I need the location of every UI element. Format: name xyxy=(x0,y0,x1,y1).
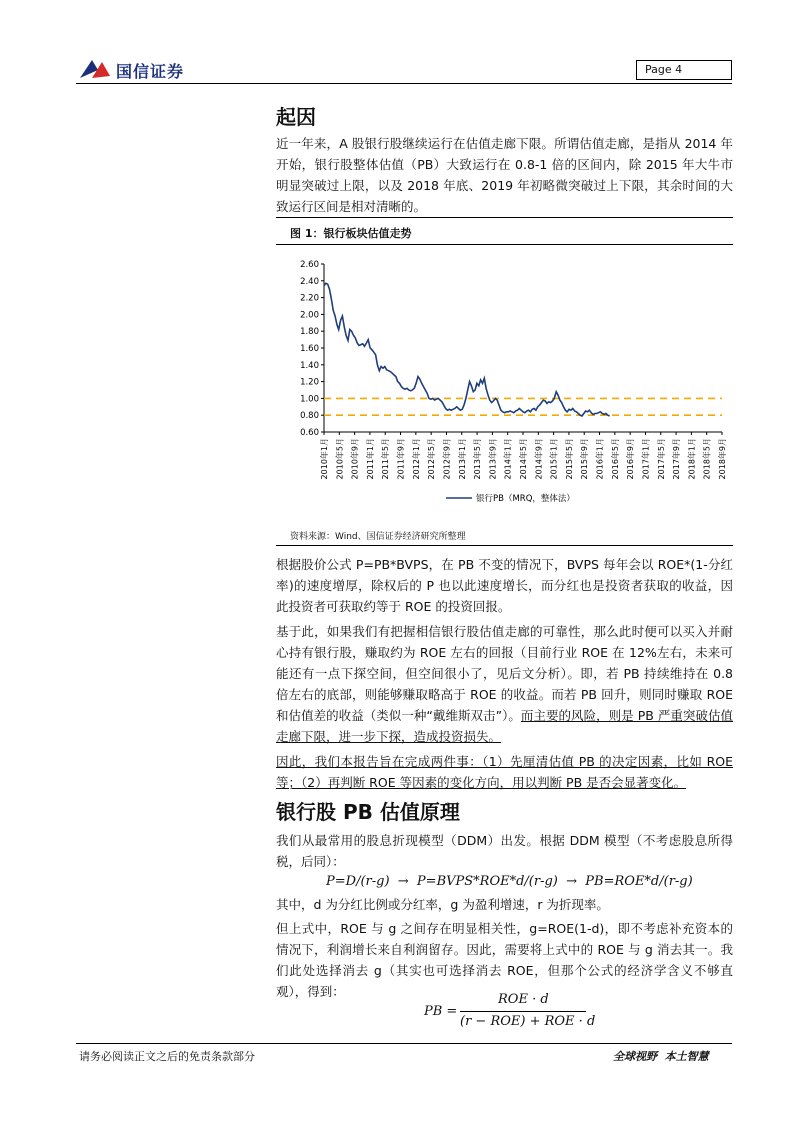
x-tick-label: 2014年1月 xyxy=(503,438,513,480)
x-tick-label: 2013年9月 xyxy=(488,438,498,480)
variable-definition: 其中，d 为分红比例或分红率，g 为盈利增速，r 为折现率。 xyxy=(276,897,609,912)
page-number-box xyxy=(636,60,732,80)
x-tick-label: 2012年9月 xyxy=(442,438,452,480)
y-tick-label: 1.00 xyxy=(300,394,319,405)
y-tick-label: 1.20 xyxy=(300,377,319,388)
x-tick-label: 2011年9月 xyxy=(396,438,406,480)
intro-paragraph: 近一年来，A 股银行股继续运行在估值走廊下限。所谓估值走廊，是指从 2014 年开始，银行股整体估值（PB）大致运行在 0.8-1 倍的区间内，除 2015 年大牛市明显突破过上限，以及 2018 年底、2019 年初略微突破过上下限，其余时间的大致运行区间是相对清晰的。 xyxy=(276,136,733,214)
x-tick-label: 2017年5月 xyxy=(656,438,666,480)
x-tick-label: 2015年9月 xyxy=(580,438,590,480)
y-tick-label: 2.20 xyxy=(300,293,319,304)
figure-source: 资料来源：Wind、国信证券经济研究所整理 xyxy=(290,532,466,542)
section-title-origin: 起因 xyxy=(276,105,316,129)
x-tick-label: 2016年1月 xyxy=(595,438,605,480)
pb-formula-lhs: PB = xyxy=(424,1004,458,1019)
roe-g-paragraph: 但上式中，ROE 与 g 之间存在明显相关性，g=ROE(1-d)，即不考虑补充资本的情况下，利润增长来自利润留存。因此，需要将上式中的 ROE 与 g 消去其一。我们此处选择消去 g（其实也可选择消去 ROE，但那个公式的经济学含义不够直观），得到： xyxy=(276,921,733,999)
pb-chart xyxy=(276,248,733,513)
body-paragraphs xyxy=(276,554,733,793)
x-tick-label: 2012年5月 xyxy=(427,438,437,480)
ddm-formula: P=D/(r-g) → P=BVPS*ROE*d/(r-g) → PB=ROE*d/(r-g) xyxy=(326,874,693,889)
x-tick-label: 2015年5月 xyxy=(564,438,574,480)
y-tick-label: 2.00 xyxy=(300,310,319,321)
y-tick-label: 2.60 xyxy=(300,260,319,270)
y-tick-label: 0.60 xyxy=(300,428,319,438)
x-tick-label: 2014年5月 xyxy=(519,438,528,480)
x-tick-label: 2016年9月 xyxy=(626,438,636,480)
y-tick-label: 0.80 xyxy=(300,411,319,422)
ddm-intro: 我们从最常用的股息折现模型（DDM）出发。根据 DDM 模型（不考虑股息所得税，后同）： xyxy=(276,833,733,869)
x-tick-label: 2011年5月 xyxy=(381,438,391,480)
x-tick-label: 2015年1月 xyxy=(549,438,559,480)
y-tick-label: 1.40 xyxy=(300,360,319,371)
x-tick-label: 2017年1月 xyxy=(641,438,651,480)
section-title-pb-principle: 银行股 PB 估值原理 xyxy=(276,800,460,824)
y-tick-label: 2.40 xyxy=(300,276,319,287)
figure-frame xyxy=(276,217,733,546)
x-tick-label: 2010年5月 xyxy=(335,438,345,480)
paragraph-strategy: 基于此，如果我们有把握相信银行股估值走廊的可靠性，那么此时便可以买入并耐心持有银行股，赚取约为 ROE 左右的回报（目前行业 ROE 在 12%左右，未来可能还有一点下探空间，但空间很小了，见后文分析）。即，若 PB 持续维持在 0.8 倍左右的底部，则能够赚取略高于 ROE 的收益。而若 PB 回升，则同时赚取 ROE 和估值差的收益（类似一种“戴维斯双击”）。而主要的风险，则是 PB 严重突破估值走廊下限，进一步下探，造成投资损失。 xyxy=(276,624,734,744)
disclaimer-note: 请务必阅读正文之后的免责条款部分 xyxy=(79,1050,255,1063)
series-line-bank-pb xyxy=(324,283,610,416)
x-tick-label: 2014年9月 xyxy=(534,438,544,480)
paragraph-pb-formula: 根据股价公式 P=PB*BVPS，在 PB 不变的情况下，BVPS 每年会以 ROE*(1-分红率)的速度增厚，除权后的 P 也以此速度增长，而分红也是投资者获取的收益，因此投资者可获取约等于 ROE 的投资回报。 xyxy=(276,557,733,614)
header-logo xyxy=(78,54,208,84)
pb-formula-fraction-bar xyxy=(460,1011,586,1012)
header-rule xyxy=(76,83,732,84)
pb-formula-numerator: ROE · d xyxy=(498,992,549,1007)
pb-formula xyxy=(424,992,594,1032)
x-tick-label: 2013年1月 xyxy=(457,438,467,480)
figure-title-rule xyxy=(276,244,733,245)
x-tick-label: 2017年9月 xyxy=(672,438,682,480)
x-tick-label: 2018年9月 xyxy=(718,438,727,480)
x-tick-label: 2016年5月 xyxy=(610,438,620,480)
logo-icon xyxy=(78,56,112,82)
footer-rule xyxy=(76,1043,732,1044)
x-tick-label: 2012年1月 xyxy=(411,438,421,480)
x-tick-label: 2018年1月 xyxy=(687,438,697,480)
pb-formula-denominator: (r − ROE) + ROE · d xyxy=(460,1014,596,1029)
paragraph-report-goal: 因此，我们本报告旨在完成两件事：（1）先厘清估值 PB 的决定因素，比如 ROE 等；（2）再判断 ROE 等因素的变化方向，用以判断 PB 是否会显著变化。 xyxy=(276,754,733,790)
company-name: 国信证券 xyxy=(116,62,185,81)
risk-statement: 而主要的风险，则是 PB 严重突破估值走廊下限，进一步下探，造成投资损失。 xyxy=(276,708,734,744)
page-number: Page 4 xyxy=(645,63,683,76)
legend-label: 银行PB（MRQ，整体法） xyxy=(476,494,575,504)
x-tick-label: 2013年5月 xyxy=(473,438,483,480)
figure-title: 图 1：银行板块估值走势 xyxy=(290,227,412,240)
y-tick-label: 1.80 xyxy=(300,327,319,338)
x-tick-label: 2010年1月 xyxy=(320,438,329,480)
x-tick-label: 2010年9月 xyxy=(350,438,360,480)
x-tick-label: 2011年1月 xyxy=(365,438,375,480)
slogan: 全球视野 本土智慧 xyxy=(613,1050,709,1063)
y-tick-label: 1.60 xyxy=(300,344,319,354)
x-tick-label: 2018年5月 xyxy=(702,438,712,480)
